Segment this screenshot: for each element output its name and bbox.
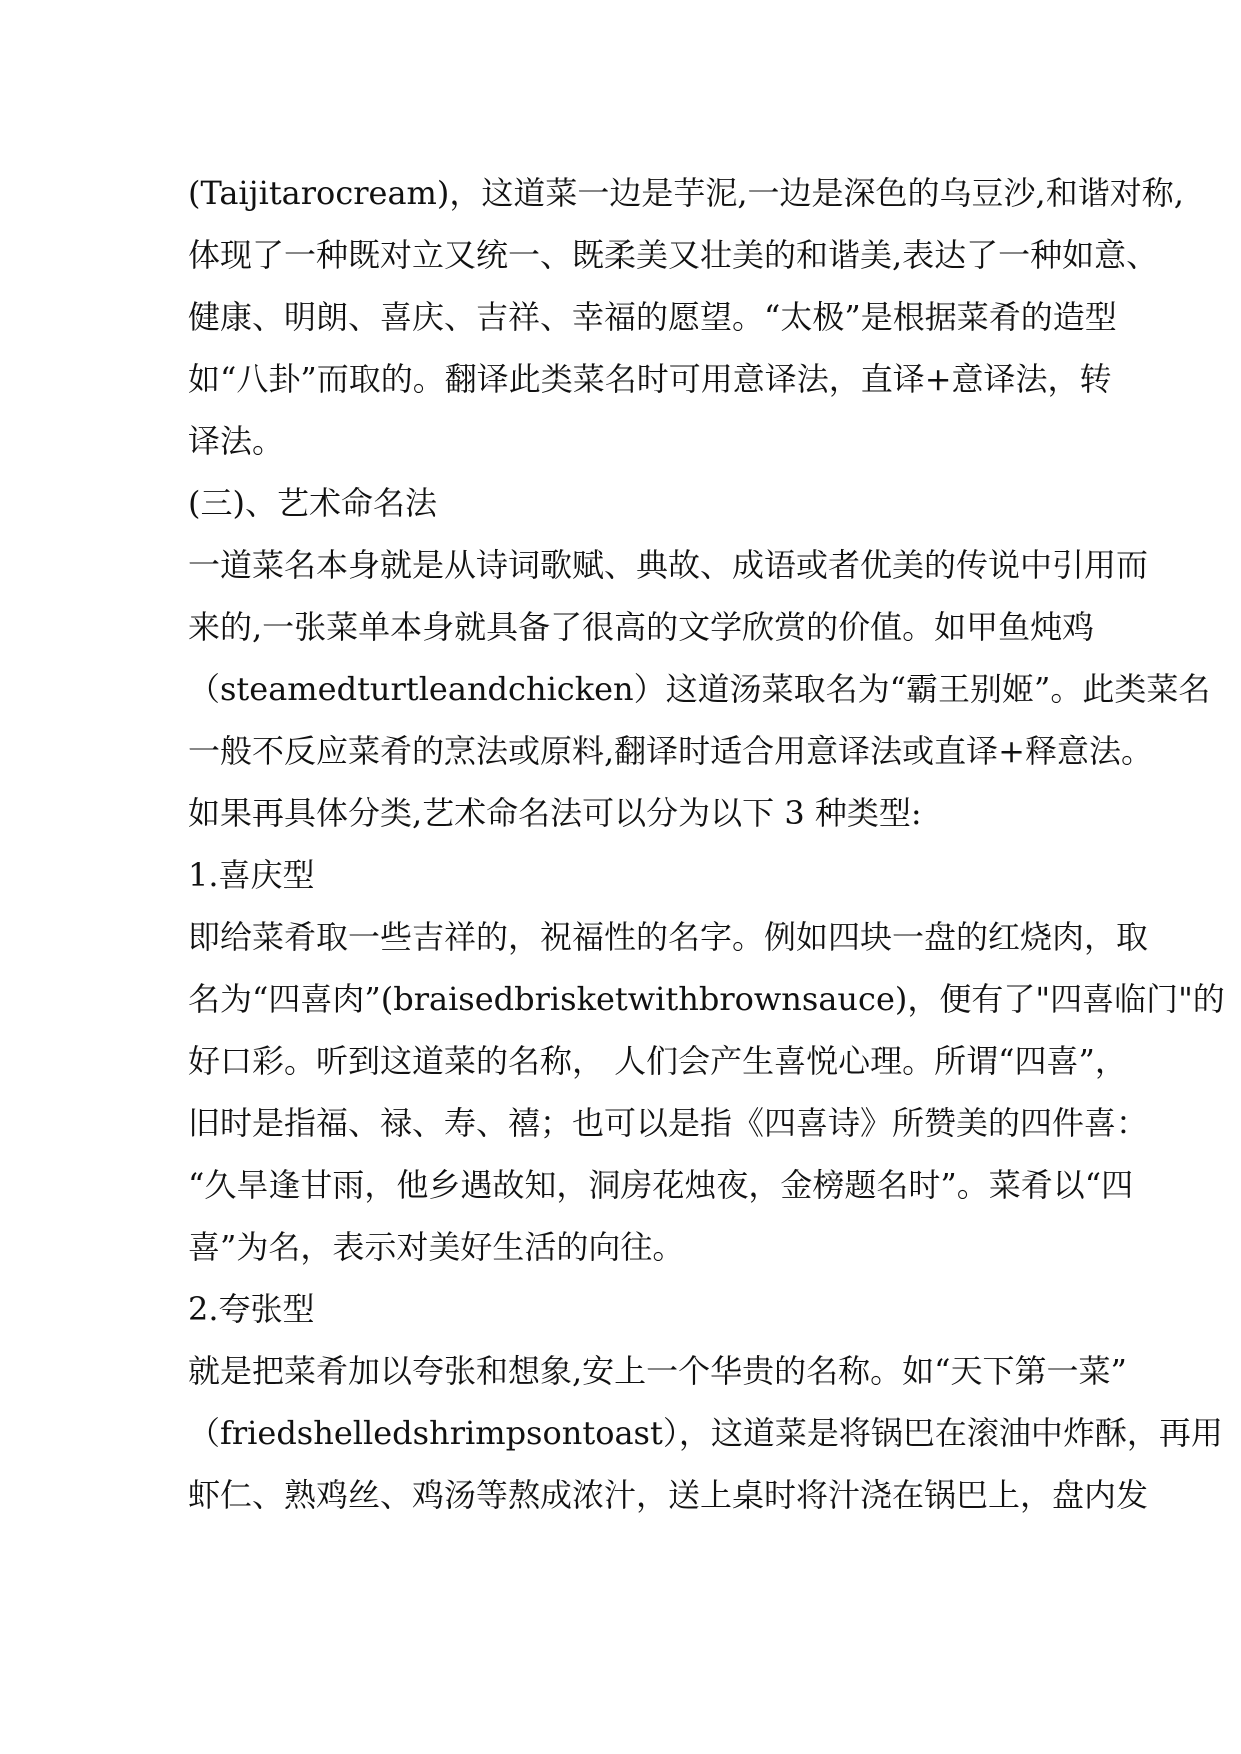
text-line: 体现了一种既对立又统一、既柔美又壮美的和谐美,表达了一种如意、: [188, 236, 1159, 274]
text-line: 名为“四喜肉”(braisedbrisketwithbrownsauce)，便有了"四喜临门"的: [188, 980, 1225, 1018]
text-line: （steamedturtleandchicken）这道汤菜取名为“霸王别姬”。此类菜名: [188, 670, 1211, 708]
text-line: 一道菜名本身就是从诗词歌赋、典故、成语或者优美的传说中引用而: [188, 546, 1149, 584]
section-heading: (三)、艺术命名法: [188, 484, 437, 522]
text-line: 如果再具体分类,艺术命名法可以分为以下 3 种类型:: [188, 794, 922, 832]
text-line: 译法。: [188, 422, 285, 460]
subsection-heading: 2.夸张型: [188, 1290, 315, 1328]
text-line: （friedshelledshrimpsontoast），这道菜是将锅巴在滚油中炸酥，再用: [188, 1414, 1223, 1452]
text-line: (Taijitarocream)，这道菜一边是芋泥,一边是深色的乌豆沙,和谐对称,: [188, 174, 1184, 212]
subsection-heading: 1.喜庆型: [188, 856, 315, 894]
text-line: 好口彩。听到这道菜的名称， 人们会产生喜悦心理。所谓“四喜”，: [188, 1042, 1127, 1080]
text-line: 即给菜肴取一些吉祥的，祝福性的名字。例如四块一盘的红烧肉，取: [188, 918, 1149, 956]
text-line: 喜”为名，表示对美好生活的向往。: [188, 1228, 685, 1266]
text-line: 健康、明朗、喜庆、吉祥、幸福的愿望。“太极”是根据菜肴的造型: [188, 298, 1117, 336]
text-line: 来的,一张菜单本身就具备了很高的文学欣赏的价值。如甲鱼炖鸡: [188, 608, 1095, 646]
text-line: 就是把菜肴加以夸张和想象,安上一个华贵的名称。如“天下第一菜”: [188, 1352, 1127, 1390]
text-line: 一般不反应菜肴的烹法或原料,翻译时适合用意译法或直译+释意法。: [188, 732, 1153, 770]
text-line: 旧时是指福、禄、寿、禧；也可以是指《四喜诗》所赞美的四件喜：: [188, 1104, 1149, 1142]
text-line: 如“八卦”而取的。翻译此类菜名时可用意译法，直译+意译法，转: [188, 360, 1112, 398]
text-line: 虾仁、熟鸡丝、鸡汤等熬成浓汁，送上桌时将汁浇在锅巴上，盘内发: [188, 1476, 1149, 1514]
text-line: “久旱逢甘雨，他乡遇故知，洞房花烛夜，金榜题名时”。菜肴以“四: [188, 1166, 1134, 1204]
body-text: [188, 162, 1225, 1526]
